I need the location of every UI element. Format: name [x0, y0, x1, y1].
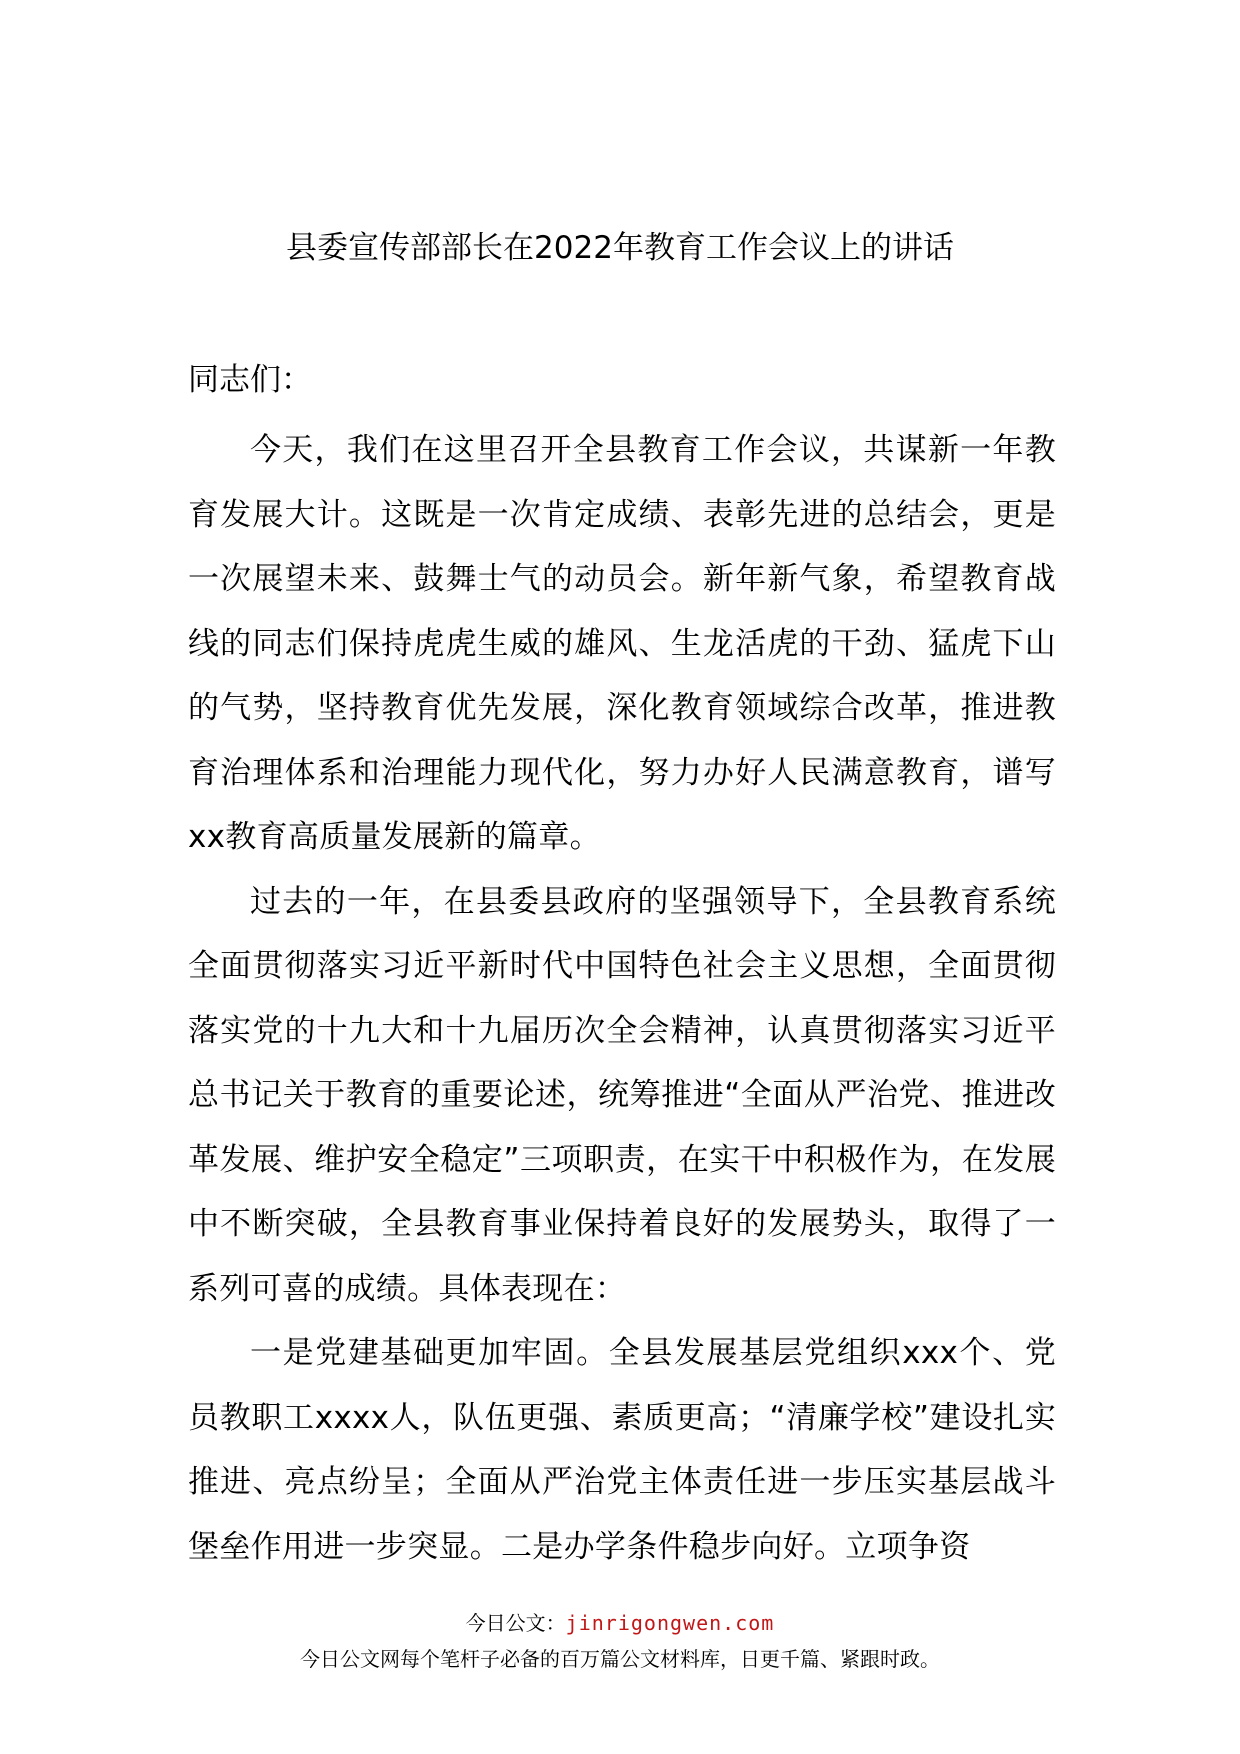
footer-source-url[interactable]: jinrigongwen.com: [565, 1611, 775, 1635]
paragraph: 过去的一年，在县委县政府的坚强领导下，全县教育系统全面贯彻落实习近平新时代中国特色社会主义思想，全面贯彻落实党的十九大和十九届历次全会精神，认真贯彻落实习近平总书记关于教育的重要论述，统筹推进“全面从严治党、推进改革发展、维护安全稳定”三项职责，在实干中积极作为，在发展中不断突破，全县教育事业保持着良好的发展势头，取得了一系列可喜的成绩。具体表现在：: [188, 883, 1056, 1307]
document-body: [188, 418, 1056, 1579]
footer-source: [0, 1610, 1240, 1636]
footer-tagline: 今日公文网每个笔杆子必备的百万篇公文材料库，日更千篇、紧跟时政。: [300, 1647, 940, 1671]
footer-source-label: 今日公文：: [465, 1611, 566, 1635]
paragraph: 今天，我们在这里召开全县教育工作会议，共谋新一年教育发展大计。这既是一次肯定成绩、表彰先进的总结会，更是一次展望未来、鼓舞士气的动员会。新年新气象，希望教育战线的同志们保持虎虎生威的雄风、生龙活虎的干劲、猛虎下山的气势，坚持教育优先发展，深化教育领域综合改革，推进教育治理体系和治理能力现代化，努力办好人民满意教育，谱写xx教育高质量发展新的篇章。: [188, 432, 1056, 855]
document-title: 县委宣传部部长在2022年教育工作会议上的讲话: [286, 230, 954, 266]
paragraph: 一是党建基础更加牢固。全县发展基层党组织xxx个、党员教职工xxxx人，队伍更强、素质更高；“清廉学校”建设扎实推进、亮点纷呈；全面从严治党主体责任进一步压实基层战斗堡垒作用进一步突显。二是办学条件稳步向好。立项争资: [188, 1335, 1056, 1565]
salutation: 同志们：: [188, 362, 312, 398]
